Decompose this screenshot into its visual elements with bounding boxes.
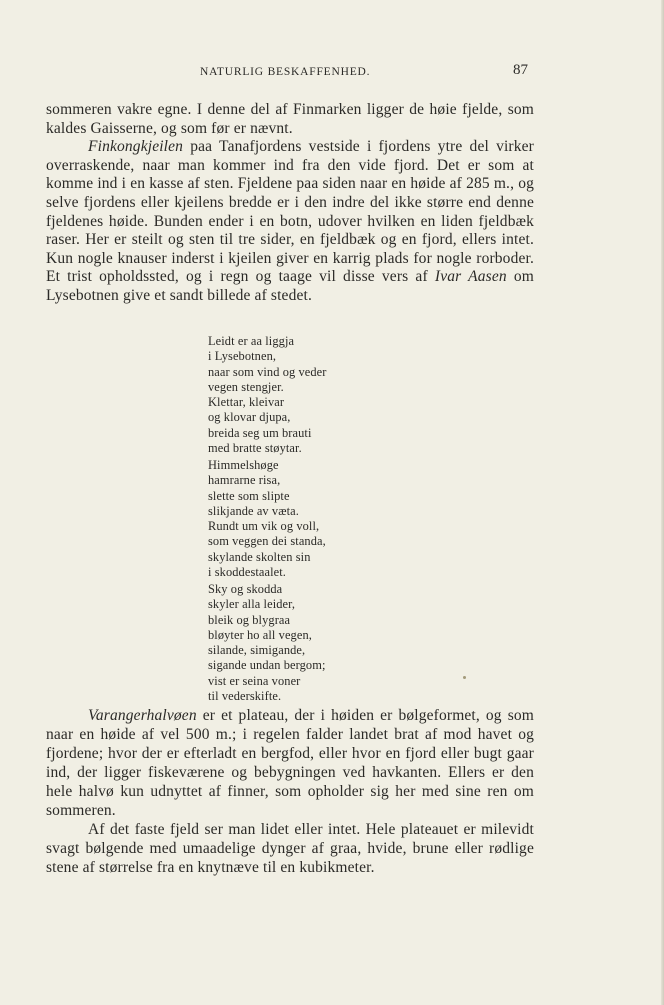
poem-line: Leidt er aa liggja (208, 334, 295, 348)
paragraph-varangerhalvoen (46, 706, 534, 820)
poem-stanza-2 (208, 458, 326, 580)
place-name-finkongkjeilen: Finkongkjeilen (88, 138, 184, 156)
poem-line: i skoddestaalet. (208, 565, 286, 580)
body-text-upper (46, 101, 534, 306)
author-name-ivar-aasen: Ivar Aasen (434, 268, 507, 286)
paragraph-text-part-a: paa Tanafjordens vestside i fjordens ytre del virker overraskende, naar man kommer ind fra den vide fjord. Det er som at komme ind i en kasse af sten. Fjeldene paa siden naar en høide af 285 m., og selve fjordens eller kjeilens bredde er i den indre del ikke større end denne fjeldenes høide. Bunden ender i en botn, udover hvilken en liden fjeldbæk raser. Her er steilt og sten til tre sider, en fjeldbæk og en fjord, ellers intet. Kun nogle knauser inderst i kjeilen giver en karrig plads for nogle rorboder. Et trist opholdssted, og i regn og taage vil disse vers af (46, 138, 534, 286)
page-number: 87 (513, 62, 528, 78)
poem-stanza-3 (208, 582, 326, 704)
poem-line: vist er seina voner (208, 673, 301, 688)
poem-line: sigande undan bergom; (208, 658, 326, 673)
poem-line: bleik og blygraa (208, 612, 291, 627)
poem-line: til vederskifte. (208, 689, 282, 704)
poem-line: slette som slipte (208, 488, 290, 503)
poem-line: bløyter ho all vegen, (208, 627, 312, 642)
paragraph-faste-fjeld: Af det faste fjeld ser man lidet eller intet. Hele plateauet er milevidt svagt bølgende med umaadelige dynger af graa, hvide, brune eller rødlige stene af størrelse fra en knytnæve til en kubikmeter. (46, 821, 534, 876)
poem-line: naar som vind og veder (208, 364, 327, 379)
poem-line: Klettar, kleivar (208, 395, 285, 410)
paragraph-finkongkjeilen (46, 138, 534, 305)
paragraph-text-part-b: om Lysebotnen give et sandt billede af stedet. (46, 268, 534, 304)
poem-line: med bratte støytar. (208, 441, 302, 456)
poem-line: silande, simigande, (208, 643, 306, 658)
body-text-lower (46, 706, 534, 877)
poem-line: skylande skolten sin (208, 549, 311, 564)
poem-line: i Lysebotnen, (208, 349, 277, 364)
running-head: NATURLIG BESKAFFENHED. (200, 66, 371, 78)
print-speck (463, 676, 466, 679)
poem-line: Sky og skodda (208, 582, 283, 596)
poem-line: Himmelshøge (208, 458, 279, 472)
poem-line: Rundt um vik og voll, (208, 519, 320, 534)
poem-line: og klovar djupa, (208, 410, 291, 425)
paragraph-text: er et plateau, der i høiden er bølgeformet, og som naar en høide af vel 500 m.; i regelen falder landet brat af mod havet og fjordene; hvor der er efterladt en bergfod, eller hvor en fjord eller bugt gaar ind, der ligger fiskeværene og bebygningen ved havkanten. Ellers er den hele halvø kun udnyttet af finner, som opholder sig her med sine ren om sommeren. (46, 707, 534, 819)
poem-stanza-1 (208, 334, 327, 456)
poem-line: hamrarne risa, (208, 473, 281, 488)
poem-line: vegen stengjer. (208, 379, 284, 394)
poem-line: som veggen dei standa, (208, 534, 326, 549)
poem-line: breida seg um brauti (208, 425, 312, 440)
place-name-varangerhalvoen: Varangerhalvøen (88, 707, 197, 724)
paragraph-gaisserne: sommeren vakre egne. I denne del af Finmarken ligger de høie fjelde, som kaldes Gaisserne, og som før er nævnt. (46, 101, 534, 137)
page-header (0, 62, 664, 84)
poem-line: slikjande av væta. (208, 503, 299, 518)
poem-line: skyler alla leider, (208, 597, 296, 612)
